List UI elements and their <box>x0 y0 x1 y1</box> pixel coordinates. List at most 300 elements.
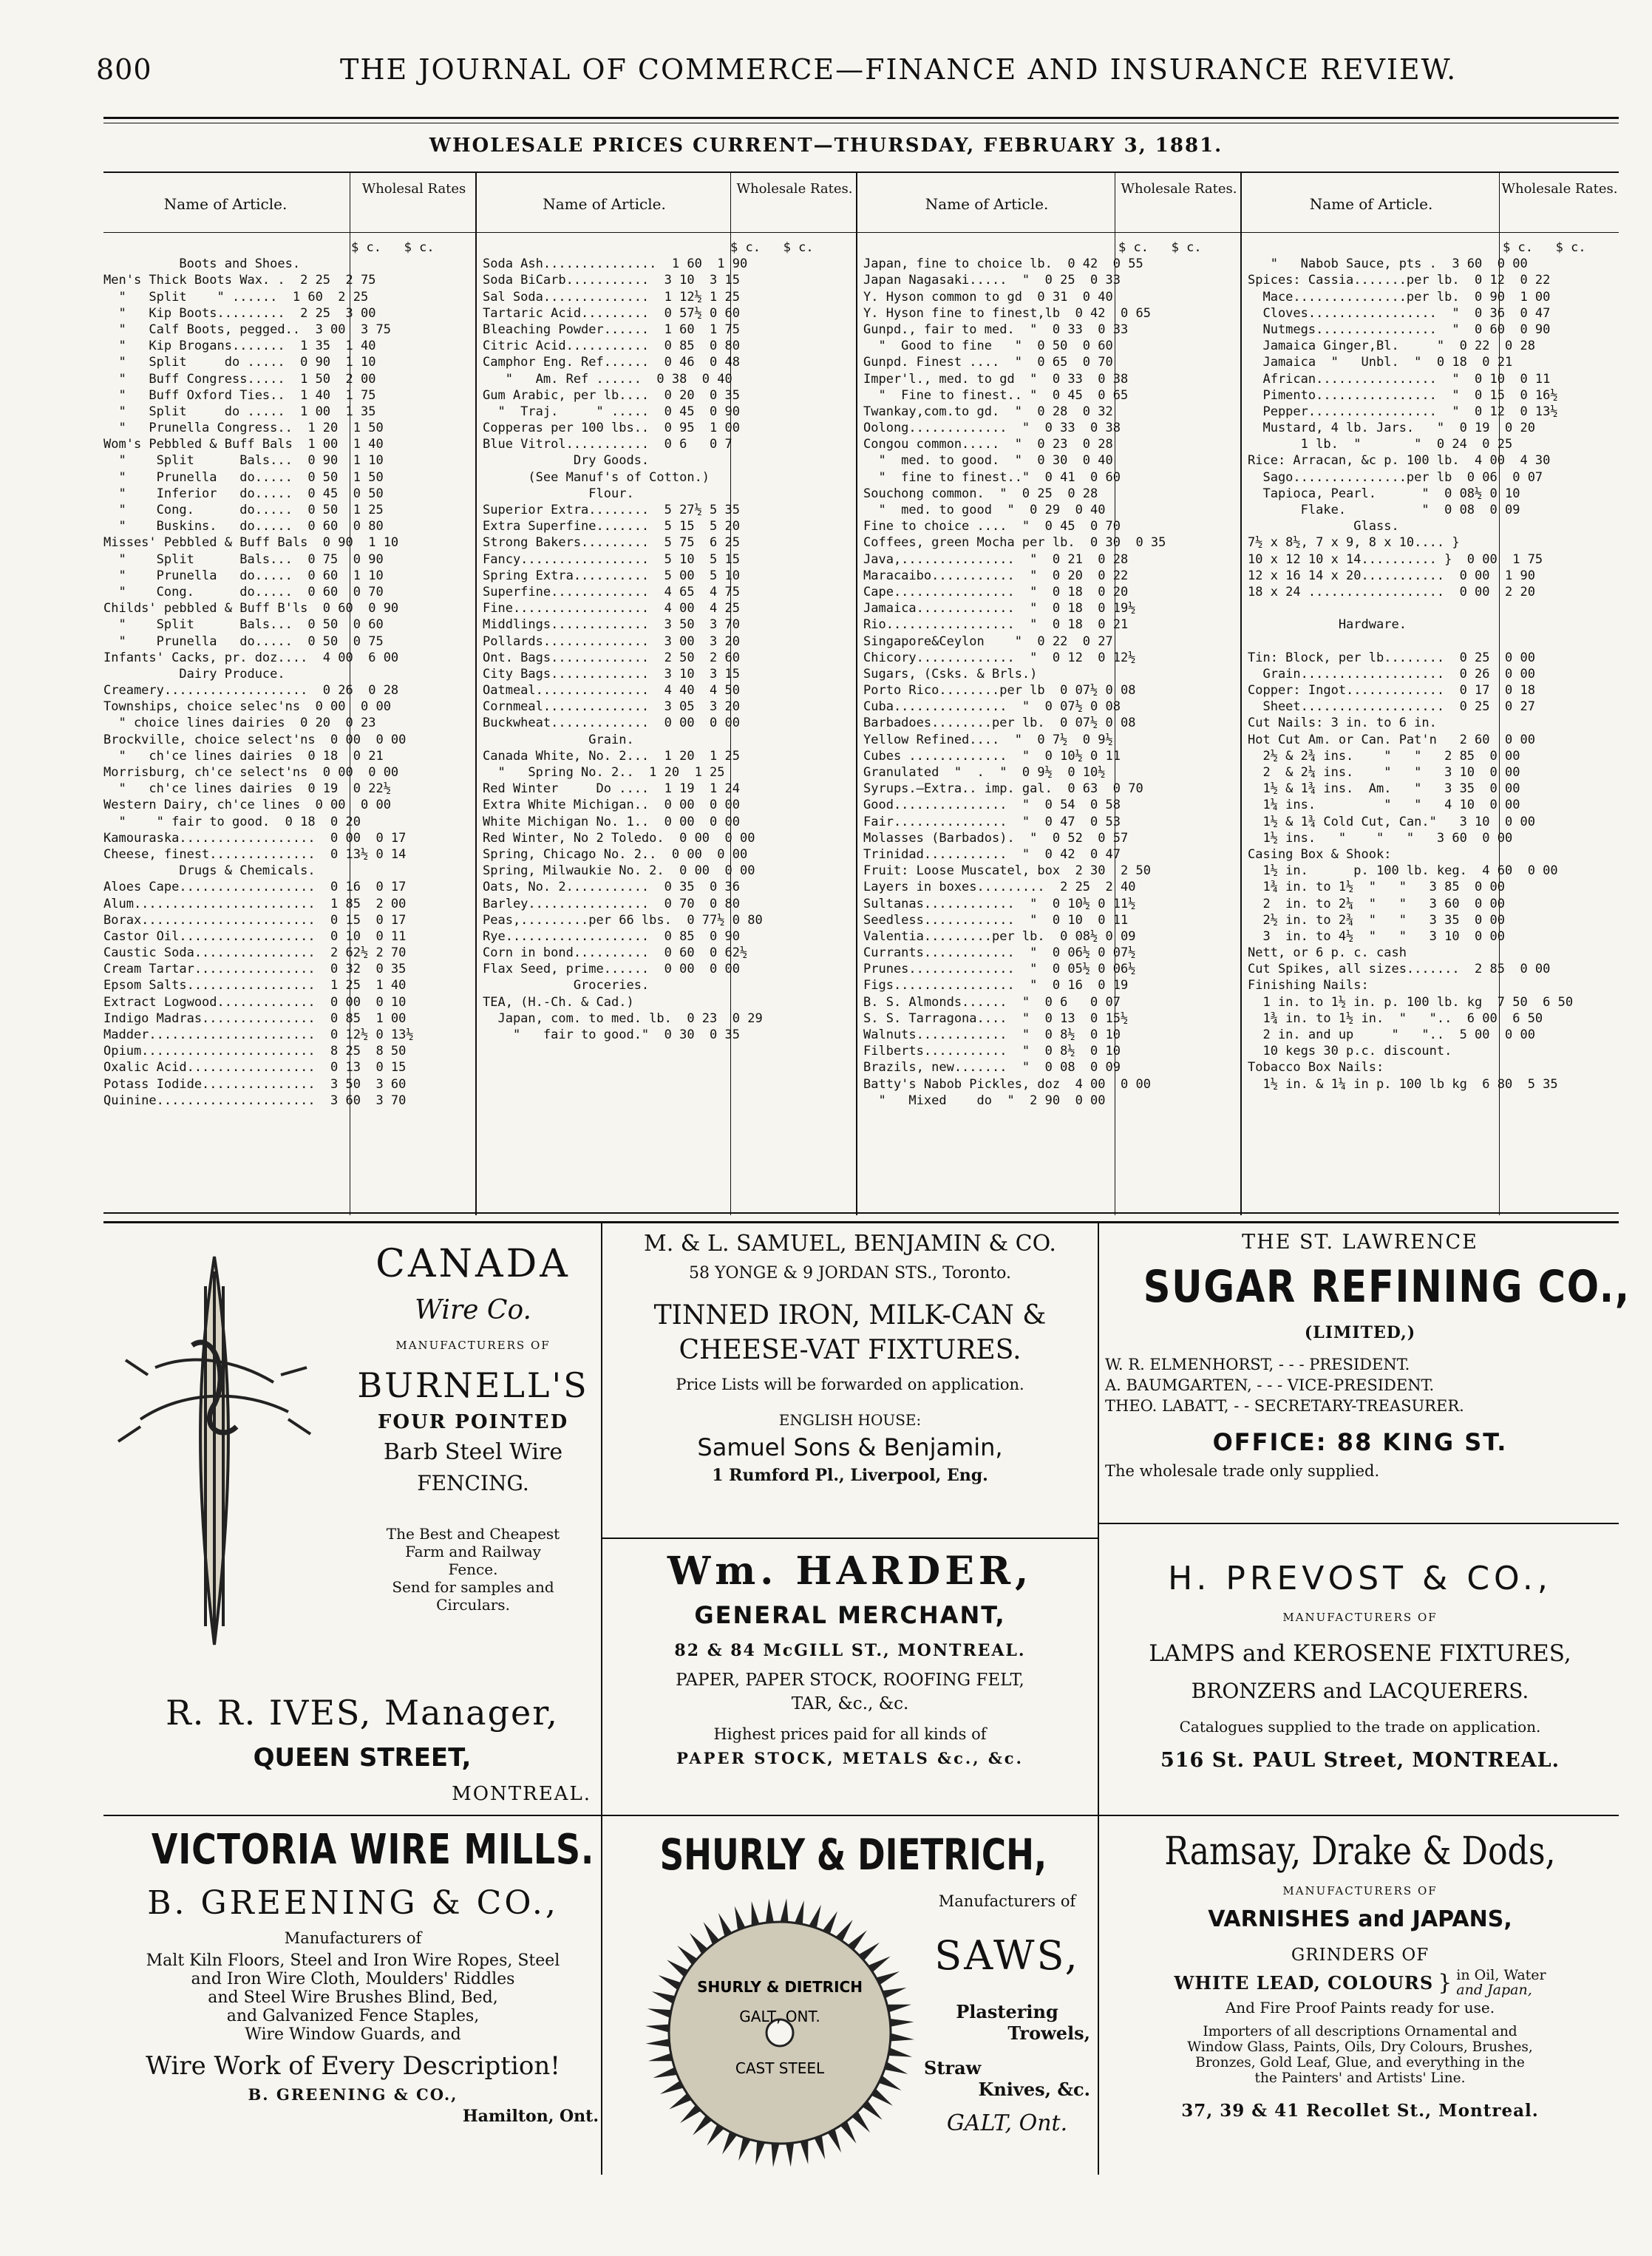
table-row: B. S. Almonds...... " 0 6 0 07 <box>863 994 1121 1010</box>
table-row: Groceries. <box>483 978 650 993</box>
table-row: Wom's Pebbled & Buff Bals 1 00 1 40 <box>103 437 384 452</box>
table-row: Tartaric Acid......... 0 57½ 0 60 <box>483 305 740 321</box>
table-row: Sal Soda.............. 1 12½ 1 25 <box>483 289 740 305</box>
table-row: Corn in bond.......... 0 60 0 62½ <box>483 945 748 961</box>
table-row: Gunpd., fair to med. " 0 33 0 33 <box>863 322 1129 337</box>
table-row: " med. to good " 0 29 0 40 <box>863 503 1106 517</box>
canada-barb: Barb Steel Wire <box>383 1439 563 1465</box>
table-row: Red Winter Do .... 1 19 1 24 <box>483 781 740 797</box>
table-row: Seedless............ " 0 10 0 11 <box>863 912 1129 928</box>
table-row: Fruit: Loose Muscatel, box 2 30 2 50 <box>863 863 1151 879</box>
victoria-line: and Steel Wire Brushes Blind, Bed, <box>208 1988 498 2007</box>
table-row: Potass Iodide............... 3 50 3 60 <box>103 1076 407 1092</box>
page-number: 800 <box>96 53 152 86</box>
table-row: Chicory............. " 0 12 0 12½ <box>863 650 1136 665</box>
sugar-limited: (LIMITED,) <box>1304 1323 1416 1342</box>
sugar-title: SUGAR REFINING CO., <box>1143 1261 1631 1313</box>
table-row: " Traj. " ..... 0 45 0 90 <box>483 404 740 419</box>
table-row: Souchong common. " 0 25 0 28 <box>863 486 1098 501</box>
units-row: $ c. $ c. <box>1503 240 1586 255</box>
canada-brand: BURNELL'S <box>357 1365 589 1405</box>
table-row: " Buff Oxford Ties.. 1 40 1 75 <box>103 387 376 403</box>
saw-tooth <box>646 2039 672 2048</box>
table-row: Nutmegs................ " 0 60 0 90 <box>1248 322 1551 337</box>
shurly-title: SHURLY & DIETRICH, <box>659 1829 1047 1880</box>
samuel-l2: CHEESE-VAT FIXTURES. <box>679 1335 1022 1365</box>
sugar-the: THE ST. LAWRENCE <box>1242 1231 1478 1254</box>
table-row: " Split do ..... 1 00 1 35 <box>103 404 376 419</box>
table-row: Jamaica " Unbl. " 0 18 0 21 <box>1248 355 1513 370</box>
table-row: Singapore&Ceylon " 0 22 0 27 <box>863 633 1113 649</box>
table-row: Peas,.........per 66 lbs. 0 77½ 0 80 <box>483 912 763 928</box>
table-row: " Prunella do..... 0 60 1 10 <box>103 568 384 583</box>
table-row: 1½ in. p. 100 lb. keg. 4 60 0 00 <box>1248 863 1558 879</box>
victoria-mfr: Manufacturers of <box>284 1929 422 1947</box>
table-row: " med. to good. " 0 30 0 40 <box>863 453 1113 469</box>
table-column-3 <box>857 173 1242 1215</box>
column-header-name: Name of Article. <box>925 195 1049 213</box>
table-row: " Split Bals... 0 75 0 90 <box>103 551 384 567</box>
table-row: Finishing Nails: <box>1248 978 1369 993</box>
table-row: Borax....................... 0 15 0 17 <box>103 912 407 928</box>
table-row: Dry Goods. <box>483 453 650 469</box>
table-row: Cloves................. " 0 36 0 47 <box>1248 305 1551 321</box>
table-row: " Prunella do..... 0 50 0 75 <box>103 633 384 649</box>
table-row: 10 x 12 10 x 14.......... } 0 00 1 75 <box>1248 551 1543 567</box>
canada-four: FOUR POINTED <box>377 1411 569 1433</box>
table-row: Middlings............. 3 50 3 70 <box>483 617 740 633</box>
column-header-rates: Wholesal Rates <box>361 181 466 197</box>
prevost-mfr: MANUFACTURERS OF <box>1282 1611 1438 1624</box>
table-row: Sultanas............ " 0 10½ 0 11½ <box>863 896 1136 911</box>
header-underline <box>1242 232 1619 233</box>
table-row: " Buskins. do..... 0 60 0 80 <box>103 519 384 534</box>
table-row: Prunes.............. " 0 05½ 0 06½ <box>863 962 1136 977</box>
table-row: Japan Nagasaki..... " 0 25 0 33 <box>863 273 1121 288</box>
ads-row-rule-4 <box>1098 1815 1619 1816</box>
table-row: Cape................ " 0 18 0 20 <box>863 584 1129 599</box>
harder-l3: Highest prices paid for all kinds of <box>713 1725 987 1743</box>
table-row: Soda BiCarb........... 3 10 3 15 <box>483 273 740 288</box>
harder-l1: PAPER, PAPER STOCK, ROOFING FELT, <box>676 1671 1024 1690</box>
shurly-trowels: Trowels, <box>1007 2022 1090 2044</box>
table-column-1 <box>103 173 477 1215</box>
table-row: Japan, fine to choice lb. 0 42 0 55 <box>863 256 1143 272</box>
table-row: Tapioca, Pearl. " 0 08½ 0 10 <box>1248 486 1520 501</box>
table-row: Spring, Milwaukie No. 2. 0 00 0 00 <box>483 863 755 879</box>
prevost-l2: BRONZERS and LACQUERERS. <box>1191 1679 1529 1703</box>
ad-ramsay: Ramsay, Drake & Dods, MANUFACTURERS OF VARNISHES and JAPANS, GRINDERS OF WHITE LEAD, COLOURS } in Oil, Water and Japan, And Fire Proof Paints ready for use. Importers of all descriptions Ornamental and Window Glass, Paints, Oils, Dry Colours, Brushes, Bronzes, Gold Leaf, Glue, and everything in the the Painters' and Artists' Line. 37, 39 & 41 Recollet St., Montreal. <box>1105 1829 1615 2121</box>
ramsay-mfr: MANUFACTURERS OF <box>1282 1884 1438 1897</box>
table-row: " ch'ce lines dairies 0 18 0 21 <box>103 748 384 764</box>
table-row: Fancy................. 5 10 5 15 <box>483 551 740 567</box>
prevost-l1: LAMPS and KEROSENE FIXTURES, <box>1149 1640 1571 1667</box>
table-row: Filberts........... " 0 8½ 0 10 <box>863 1044 1121 1059</box>
ad-harder <box>606 1549 1094 1767</box>
table-row: Boots and Shoes. <box>103 256 301 272</box>
table-row: Oolong............. " 0 33 0 38 <box>863 421 1121 436</box>
table-row: Caustic Soda................ 2 62½ 2 70 <box>103 945 407 961</box>
column-2-rows <box>483 239 814 1043</box>
ramsay-addr: 37, 39 & 41 Recollet St., Montreal. <box>1181 2101 1539 2121</box>
shurly-plast: Plastering <box>956 2001 1058 2022</box>
table-row: Quinine..................... 3 60 3 70 <box>103 1093 407 1108</box>
table-row: " Split " ...... 1 60 2 25 <box>103 289 369 305</box>
table-row: Soda Ash............... 1 60 1 90 <box>483 256 748 272</box>
table-row: Strong Bakers......... 5 75 6 25 <box>483 535 740 551</box>
table-row: Extra Superfine....... 5 15 5 20 <box>483 519 740 534</box>
table-row: Walnuts............ " 0 8½ 0 10 <box>863 1027 1121 1042</box>
table-row: " Prunella Congress.. 1 20 1 50 <box>103 421 384 436</box>
table-row: Cubes ............. " 0 10½ 0 11 <box>863 748 1121 764</box>
sugar-p2: A. BAUMGARTEN, - - - VICE-PRESIDENT. <box>1105 1376 1435 1394</box>
table-row: Madder...................... 0 12½ 0 13½ <box>103 1027 414 1042</box>
column-4-rows <box>1248 239 1586 1093</box>
table-row: Currants............ " 0 06½ 0 07½ <box>863 945 1136 961</box>
shurly-mfr: Manufacturers of <box>938 1892 1076 1910</box>
table-row: Copper: Ingot............. 0 17 0 18 <box>1248 683 1535 699</box>
journal-title: THE JOURNAL OF COMMERCE—FINANCE AND INSURANCE REVIEW. <box>340 53 1458 86</box>
sugar-p1: W. R. ELMENHORST, - - - PRESIDENT. <box>1105 1356 1410 1373</box>
saw-tooth <box>889 2033 914 2042</box>
table-row: Kamouraska.................. 0 00 0 17 <box>103 830 407 846</box>
table-row: Twankay,com.to gd. " 0 28 0 32 <box>863 404 1113 419</box>
ramsay-l3c: and Japan, <box>1456 1982 1532 1998</box>
table-row: Figs................ " 0 16 0 19 <box>863 978 1129 993</box>
table-row: 18 x 24 .................. 0 00 2 20 <box>1248 584 1535 599</box>
table-row: " Spring No. 2.. 1 20 1 25 <box>483 765 725 780</box>
table-row: " Fine to finest.. " 0 45 0 65 <box>863 387 1129 403</box>
samuel-l3: Price Lists will be forwarded on application. <box>676 1376 1024 1393</box>
column-header-name: Name of Article. <box>163 195 288 213</box>
table-row: " Good to fine " 0 50 0 60 <box>863 339 1113 354</box>
table-row: Morrisburg, ch'ce select'ns 0 00 0 00 <box>103 765 399 780</box>
ads-row-rule-3 <box>1098 1523 1619 1524</box>
table-row: " Cong. do..... 0 50 1 25 <box>103 503 384 517</box>
saw-blade-illustration <box>643 1896 917 2170</box>
table-row: Casing Box & Shook: <box>1248 846 1392 862</box>
table-row: Glass. <box>1248 519 1399 534</box>
harder-title: Wm. HARDER, <box>667 1549 1033 1594</box>
table-row: Extra White Michigan.. 0 00 0 00 <box>483 798 740 813</box>
table-row: Imper'l., med. to gd " 0 33 0 38 <box>863 371 1129 387</box>
table-row: Buckwheat............. 0 00 0 00 <box>483 716 740 731</box>
column-header-rates: Wholesale Rates. <box>1501 181 1618 197</box>
shurly-saws: SAWS, <box>934 1932 1080 1979</box>
table-row: Gum Arabic, per lb.... 0 20 0 35 <box>483 387 740 403</box>
table-row: 3 in. to 4½ " " 3 10 0 00 <box>1248 928 1505 944</box>
table-row: Camphor Eng. Ref...... 0 46 0 48 <box>483 355 740 370</box>
table-row: " Calf Boots, pegged.. 3 00 3 75 <box>103 322 391 337</box>
table-row: Japan, com. to med. lb. 0 23 0 29 <box>483 1010 763 1026</box>
table-row: Hot Cut Am. or Can. Pat'n 2 60 0 00 <box>1248 732 1535 747</box>
units-row: $ c. $ c. <box>1118 240 1202 255</box>
table-row: Pimento................ " 0 15 0 16½ <box>1248 387 1558 403</box>
table-row: Porto Rico........per lb 0 07½ 0 08 <box>863 683 1136 699</box>
samuel-l6: 1 Rumford Pl., Liverpool, Eng. <box>712 1466 988 1485</box>
table-row: 1½ ins. " " " 3 60 0 00 <box>1248 830 1513 846</box>
table-row: Townships, choice selec'ns 0 00 0 00 <box>103 699 391 715</box>
table-row: Rice: Arracan, &c p. 100 lb. 4 00 4 30 <box>1248 453 1551 469</box>
table-row: 2 in. to 2¼ " " 3 60 0 00 <box>1248 896 1505 911</box>
table-row: Fine to choice .... " 0 45 0 70 <box>863 519 1121 534</box>
table-row: Creamery................... 0 26 0 28 <box>103 683 399 699</box>
table-row: Spring, Chicago No. 2.. 0 00 0 00 <box>483 846 748 862</box>
samuel-title: M. & L. SAMUEL, BENJAMIN & CO. <box>644 1231 1056 1257</box>
table-row: Oatmeal............... 4 40 4 50 <box>483 683 740 699</box>
column-3-rows <box>863 239 1202 1109</box>
header-underline <box>103 232 475 233</box>
table-row: Oxalic Acid................. 0 13 0 15 <box>103 1060 407 1076</box>
table-column-2 <box>477 173 857 1215</box>
table-row: Cheese, finest.............. 0 13½ 0 14 <box>103 846 407 862</box>
table-row: Barbadoes........per lb. 0 07½ 0 08 <box>863 716 1136 731</box>
table-row: Spices: Cassia.......per lb. 0 12 0 22 <box>1248 273 1551 288</box>
table-row: Indigo Madras............... 0 85 1 00 <box>103 1010 407 1026</box>
harder-sub: GENERAL MERCHANT, <box>694 1601 1006 1629</box>
ramsay-line: Bronzes, Gold Leaf, Glue, and everything in the <box>1195 2055 1525 2070</box>
table-row: Blue Vitrol........... 0 6 0 7 <box>483 437 732 452</box>
saw-tooth <box>786 2141 795 2167</box>
column-header-name: Name of Article. <box>1309 195 1433 213</box>
column-header-rates: Wholesale Rates. <box>736 181 853 197</box>
table-row: 7½ x 8½, 7 x 9, 8 x 10.... } <box>1248 535 1460 551</box>
ramsay-line: Importers of all descriptions Ornamental and <box>1203 2024 1517 2039</box>
table-row: Rye................... 0 85 0 90 <box>483 928 740 944</box>
table-row: 2 in. and up " ".. 5 00 0 00 <box>1248 1027 1535 1042</box>
canada-desc: Send for samples and <box>392 1578 554 1596</box>
table-row: Java,............... " 0 21 0 28 <box>863 551 1129 567</box>
header-underline <box>477 232 856 233</box>
ad-samuel <box>606 1231 1094 1485</box>
table-row: Trinidad........... " 0 42 0 47 <box>863 846 1121 862</box>
table-row: 2½ & 2¾ ins. " " 2 85 0 00 <box>1248 748 1520 764</box>
table-row: Cut Spikes, all sizes....... 2 85 0 00 <box>1248 962 1551 977</box>
table-row: Spring Extra.......... 5 00 5 10 <box>483 568 740 583</box>
table-row: " Buff Congress..... 1 50 2 00 <box>103 371 376 387</box>
ads-top-rule <box>103 1221 1619 1223</box>
table-row: Gunpd. Finest .... " 0 65 0 70 <box>863 355 1113 370</box>
table-row: Western Dairy, ch'ce lines 0 00 0 00 <box>103 798 391 813</box>
ramsay-title: Ramsay, Drake & Dods, <box>1164 1829 1556 1874</box>
ramsay-l4: And Fire Proof Paints ready for use. <box>1225 1999 1495 2017</box>
table-row: Brazils, new....... " 0 08 0 09 <box>863 1060 1121 1076</box>
canada-street: QUEEN STREET, <box>253 1743 472 1773</box>
table-row: Hardware. <box>1248 617 1407 633</box>
table-row: Grain................... 0 26 0 00 <box>1248 666 1535 682</box>
column-1-rows <box>103 239 435 1109</box>
victoria-name: B. GREENING & CO., <box>147 1884 559 1922</box>
table-row: Ont. Bags............. 2 50 2 60 <box>483 650 740 665</box>
harder-addr: 82 & 84 McGILL ST., MONTREAL. <box>674 1641 1026 1660</box>
table-row: 1½ in. & 1¼ in p. 100 lb kg 6 80 5 35 <box>1248 1076 1558 1092</box>
table-row: " choice lines dairies 0 20 0 23 <box>103 716 376 731</box>
ramsay-line: the Painters' and Artists' Line. <box>1254 2070 1466 2086</box>
victoria-line: and Galvanized Fence Staples, <box>226 2007 480 2025</box>
table-row: Drugs & Chemicals. <box>103 863 316 879</box>
ramsay-l3b: in Oil, Water <box>1456 1967 1546 1983</box>
table-row: " Kip Brogans....... 1 35 1 40 <box>103 339 376 354</box>
table-row: Pepper................. " 0 12 0 13½ <box>1248 404 1558 419</box>
ad-prevost <box>1105 1560 1615 1772</box>
table-row: Canada White, No. 2... 1 20 1 25 <box>483 748 740 764</box>
table-row: Men's Thick Boots Wax. . 2 25 2 75 <box>103 273 376 288</box>
ads-divider-2 <box>1098 1221 1099 2175</box>
table-row: (See Manuf's of Cotton.) <box>483 469 710 485</box>
ads-row-rule-5 <box>601 1538 1098 1539</box>
prevost-l3: Catalogues supplied to the trade on application. <box>1179 1718 1541 1736</box>
canada-manager: R. R. IVES, Manager, <box>166 1693 559 1733</box>
table-row: " Split Bals... 0 90 1 10 <box>103 453 384 469</box>
table-row <box>1248 633 1586 650</box>
samuel-l1: TINNED IRON, MILK-CAN & <box>653 1300 1047 1331</box>
sugar-p3: THEO. LABATT, - - SECRETARY-TREASURER. <box>1105 1397 1464 1415</box>
table-row: Bleaching Powder...... 1 60 1 75 <box>483 322 740 337</box>
canada-fencing: FENCING. <box>417 1471 529 1495</box>
table-row: 1¼ ins. " " 4 10 0 00 <box>1248 798 1520 813</box>
saw-tooth <box>645 2024 670 2033</box>
table-row: Cut Nails: 3 in. to 6 in. <box>1248 716 1437 731</box>
table-row: Cuba............... " 0 07½ 0 08 <box>863 699 1121 715</box>
table-row: Molasses (Barbados). " 0 52 0 57 <box>863 830 1129 846</box>
victoria-line: Malt Kiln Floors, Steel and Iron Wire Ropes, Steel <box>146 1951 560 1970</box>
prevost-title: H. PREVOST & CO., <box>1168 1560 1552 1597</box>
table-row: Batty's Nabob Pickles, doz 4 00 0 00 <box>863 1076 1151 1092</box>
table-row: Superfine............. 4 65 4 75 <box>483 584 740 599</box>
table-row: Barley................ 0 70 0 80 <box>483 896 740 911</box>
canada-title: CANADA <box>375 1242 571 1286</box>
table-row: Alum........................ 1 85 2 00 <box>103 896 407 911</box>
table-row: Coffees, green Mocha per lb. 0 30 0 35 <box>863 535 1166 551</box>
table-row: Misses' Pebbled & Buff Bals 0 90 1 10 <box>103 535 399 551</box>
table-row: " Nabob Sauce, pts . 3 60 0 00 <box>1248 256 1528 272</box>
barb-wire-illustration <box>111 1242 318 1656</box>
table-row: " Inferior do..... 0 45 0 50 <box>103 486 384 501</box>
saw-tooth <box>780 1898 789 1923</box>
prices-subtitle: WHOLESALE PRICES CURRENT—THURSDAY, FEBRUARY 3, 1881. <box>429 135 1223 157</box>
table-row: Valentia.........per lb. 0 08½ 0 09 <box>863 928 1136 944</box>
shurly-galt: GALT, Ont. <box>946 2110 1068 2136</box>
table-row: Copperas per 100 lbs.. 0 95 1 00 <box>483 421 740 436</box>
table-row: Tobacco Box Nails: <box>1248 1060 1384 1076</box>
ads-divider-1 <box>601 1221 602 2175</box>
table-row: Sago...............per lb 0 06 0 07 <box>1248 469 1543 485</box>
table-row: Citric Acid........... 0 85 0 80 <box>483 339 740 354</box>
canada-mfr: MANUFACTURERS OF <box>395 1339 551 1352</box>
table-row: Infants' Cacks, pr. doz.... 4 00 6 00 <box>103 650 399 665</box>
victoria-line: Wire Work of Every Description! <box>146 2051 560 2081</box>
prices-table <box>103 171 1619 1214</box>
table-row: " fair to good." 0 30 0 35 <box>483 1027 740 1042</box>
saw-blade-text-1: SHURLY & DIETRICH <box>697 1978 863 1996</box>
harder-l4: PAPER STOCK, METALS &c., &c. <box>676 1749 1024 1767</box>
ads-row-rule-2 <box>601 1815 1098 1816</box>
table-row: Sugars, (Csks. & Brls.) <box>863 666 1038 682</box>
table-row: Superior Extra........ 5 27½ 5 35 <box>483 503 740 517</box>
column-header-rates: Wholesale Rates. <box>1121 181 1237 197</box>
canada-desc: Farm and Railway <box>405 1543 541 1560</box>
table-row: 1 in. to 1½ in. p. 100 lb. kg 7 50 6 50 <box>1248 994 1574 1010</box>
table-row: Fair............... " 0 47 0 53 <box>863 814 1121 829</box>
table-row: Flax Seed, prime...... 0 00 0 00 <box>483 962 740 977</box>
table-row: Red Winter, No 2 Toledo. 0 00 0 00 <box>483 830 755 846</box>
table-row: Oats, No. 2........... 0 35 0 36 <box>483 880 740 895</box>
table-row: City Bags............. 3 10 3 15 <box>483 666 740 682</box>
table-row: African................ " 0 10 0 11 <box>1248 371 1551 387</box>
table-row <box>1248 600 1586 616</box>
table-row: Flake. " 0 08 0 09 <box>1248 503 1520 517</box>
table-row: Tin: Block, per lb........ 0 25 0 00 <box>1248 650 1535 665</box>
shurly-straw: Straw <box>924 2057 982 2079</box>
table-row: 12 x 16 14 x 20........... 0 00 1 90 <box>1248 568 1535 583</box>
table-row: Y. Hyson common to gd 0 31 0 40 <box>863 289 1113 305</box>
table-row: Fine.................. 4 00 4 25 <box>483 601 740 616</box>
table-row: " Am. Ref ...... 0 38 0 40 <box>483 371 732 387</box>
table-row: Brockville, choice select'ns 0 00 0 00 <box>103 732 407 747</box>
table-row: Pollards.............. 3 00 3 20 <box>483 633 740 649</box>
table-row: 10 kegs 30 p.c. discount. <box>1248 1044 1452 1059</box>
ramsay-l3: WHITE LEAD, COLOURS <box>1174 1971 1434 1994</box>
table-row: Cornmeal.............. 3 05 3 20 <box>483 699 740 715</box>
victoria-title: VICTORIA WIRE MILLS. <box>151 1826 595 1874</box>
table-row: Castor Oil.................. 0 10 0 11 <box>103 928 407 944</box>
table-row: Flour. <box>483 486 634 501</box>
table-row: Childs' pebbled & Buff B'ls 0 60 0 90 <box>103 601 399 616</box>
samuel-l5: Samuel Sons & Benjamin, <box>697 1433 1003 1461</box>
ad-victoria <box>107 1826 599 2126</box>
table-row: " Cong. do..... 0 60 0 70 <box>103 584 384 599</box>
victoria-line: B. GREENING & CO., <box>248 2085 458 2104</box>
saw-blade-text-2: GALT, ONT. <box>739 2008 820 2025</box>
table-row: White Michigan No. 1.. 0 00 0 00 <box>483 814 740 829</box>
table-row: 1½ & 1¾ ins. Am. " 3 35 0 00 <box>1248 781 1520 797</box>
table-row: Epsom Salts................. 1 25 1 40 <box>103 978 407 993</box>
samuel-l4: ENGLISH HOUSE: <box>778 1411 922 1429</box>
shurly-knives: Knives, &c. <box>978 2079 1090 2100</box>
table-row: Syrups.—Extra.. imp. gal. 0 63 0 70 <box>863 781 1143 797</box>
table-row: Yellow Refined.... " 0 7½ 0 9½ <box>863 732 1113 747</box>
canada-desc: Circulars. <box>436 1596 510 1614</box>
table-row: Layers in boxes......... 2 25 2 40 <box>863 880 1136 895</box>
saw-tooth <box>888 2019 914 2028</box>
table-row: TEA, (H.-Ch. & Cad.) <box>483 994 634 1010</box>
table-row: " Split Bals... 0 50 0 60 <box>103 617 384 633</box>
saw-blade-text-3: CAST STEEL <box>735 2059 825 2077</box>
table-row: 2 & 2¼ ins. " " 3 10 0 00 <box>1248 765 1520 780</box>
table-row: " fine to finest.." 0 41 0 60 <box>863 469 1121 485</box>
victoria-line: Hamilton, Ont. <box>462 2107 599 2126</box>
ramsay-line: Window Glass, Paints, Oils, Dry Colours, Brushes, <box>1187 2039 1533 2055</box>
canada-desc: Fence. <box>448 1560 498 1578</box>
table-row: " Mixed do " 2 90 0 00 <box>863 1093 1106 1108</box>
table-row: Grain. <box>483 732 634 747</box>
table-row: Dairy Produce. <box>103 666 285 682</box>
table-row: Mace...............per lb. 0 90 1 00 <box>1248 289 1551 305</box>
units-row: $ c. $ c. <box>351 240 435 255</box>
canada-city: MONTREAL. <box>452 1783 591 1805</box>
saw-tooth <box>771 2142 780 2167</box>
prevost-addr: 516 St. PAUL Street, MONTREAL. <box>1160 1749 1560 1772</box>
ads-row-rule-1 <box>103 1815 601 1816</box>
table-row: Congou common..... " 0 23 0 28 <box>863 437 1113 452</box>
table-row: 1¾ in. to 1½ in. " ".. 6 00 6 50 <box>1248 1010 1543 1026</box>
column-header-name: Name of Article. <box>543 195 666 213</box>
table-row: Jamaica Ginger,Bl. " 0 22 0 28 <box>1248 339 1535 354</box>
table-row: Rio................. " 0 18 0 21 <box>863 617 1129 633</box>
table-row: " ch'ce lines dairies 0 19 0 22½ <box>103 781 391 797</box>
table-row: S. S. Tarragona.... " 0 13 0 15½ <box>863 1010 1129 1026</box>
canada-sub: Wire Co. <box>415 1295 531 1325</box>
